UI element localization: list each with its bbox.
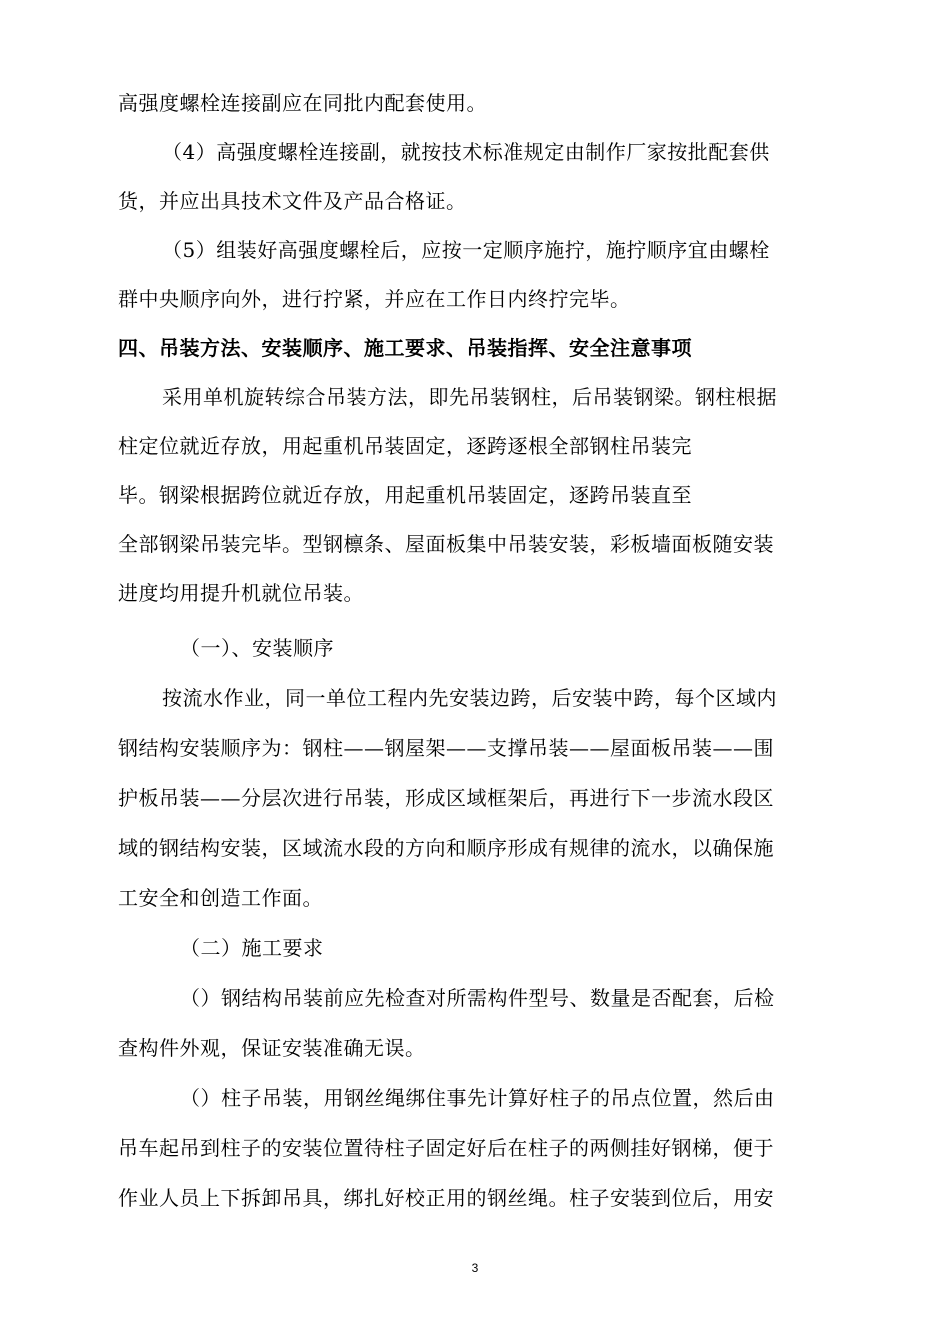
text-line: 采用单机旋转综合吊装方法，即先吊装钢柱，后吊装钢梁。钢柱根据 <box>162 385 777 409</box>
text-line: 查构件外观，保证安装准确无误。 <box>118 1036 426 1060</box>
subsection-heading: （二）施工要求 <box>180 936 324 960</box>
text-line: 吊车起吊到柱子的安装位置待柱子固定好后在柱子的两侧挂好钢梯，便于 <box>118 1136 774 1160</box>
text-line: 柱定位就近存放，用起重机吊装固定，逐跨逐根全部钢柱吊装完 <box>118 434 692 458</box>
text-line: （5）组装好高强度螺栓后，应按一定顺序施拧，施拧顺序宜由螺栓 <box>162 238 770 262</box>
text-line: 护板吊装——分层次进行吊装，形成区域框架后，再进行下一步流水段区 <box>118 786 774 810</box>
text-line: 进度均用提升机就位吊装。 <box>118 581 364 605</box>
text-line: 钢结构安装顺序为：钢柱——钢屋架——支撑吊装——屋面板吊装——围 <box>118 736 774 760</box>
text-line: 毕。钢梁根据跨位就近存放，用起重机吊装固定，逐跨吊装直至 <box>118 483 692 507</box>
text-line: 作业人员上下拆卸吊具，绑扎好校正用的钢丝绳。柱子安装到位后，用安 <box>118 1186 774 1210</box>
text-line: （4）高强度螺栓连接副，就按技术标准规定由制作厂家按批配套供 <box>162 140 770 164</box>
text-line: 工安全和创造工作面。 <box>118 886 323 910</box>
text-line: 全部钢梁吊装完毕。型钢檩条、屋面板集中吊装安装，彩板墙面板随安装 <box>118 532 774 556</box>
text-line: （）柱子吊装，用钢丝绳绑住事先计算好柱子的吊点位置，然后由 <box>180 1086 775 1110</box>
text-line: 群中央顺序向外，进行拧紧，并应在工作日内终拧完毕。 <box>118 287 631 311</box>
text-line: 按流水作业，同一单位工程内先安装边跨，后安装中跨，每个区域内 <box>162 686 777 710</box>
text-line: 域的钢结构安装，区域流水段的方向和顺序形成有规律的流水，以确保施 <box>118 836 774 860</box>
section-heading: 四、吊装方法、安装顺序、施工要求、吊装指挥、安全注意事项 <box>118 336 692 360</box>
text-line: 货，并应出具技术文件及产品合格证。 <box>118 189 467 213</box>
text-line: （）钢结构吊装前应先检查对所需构件型号、数量是否配套，后检 <box>180 986 775 1010</box>
text-line: 高强度螺栓连接副应在同批内配套使用。 <box>118 91 487 115</box>
page-number: 3 <box>471 1261 479 1275</box>
subsection-heading: （一）、安装顺序 <box>180 636 334 660</box>
